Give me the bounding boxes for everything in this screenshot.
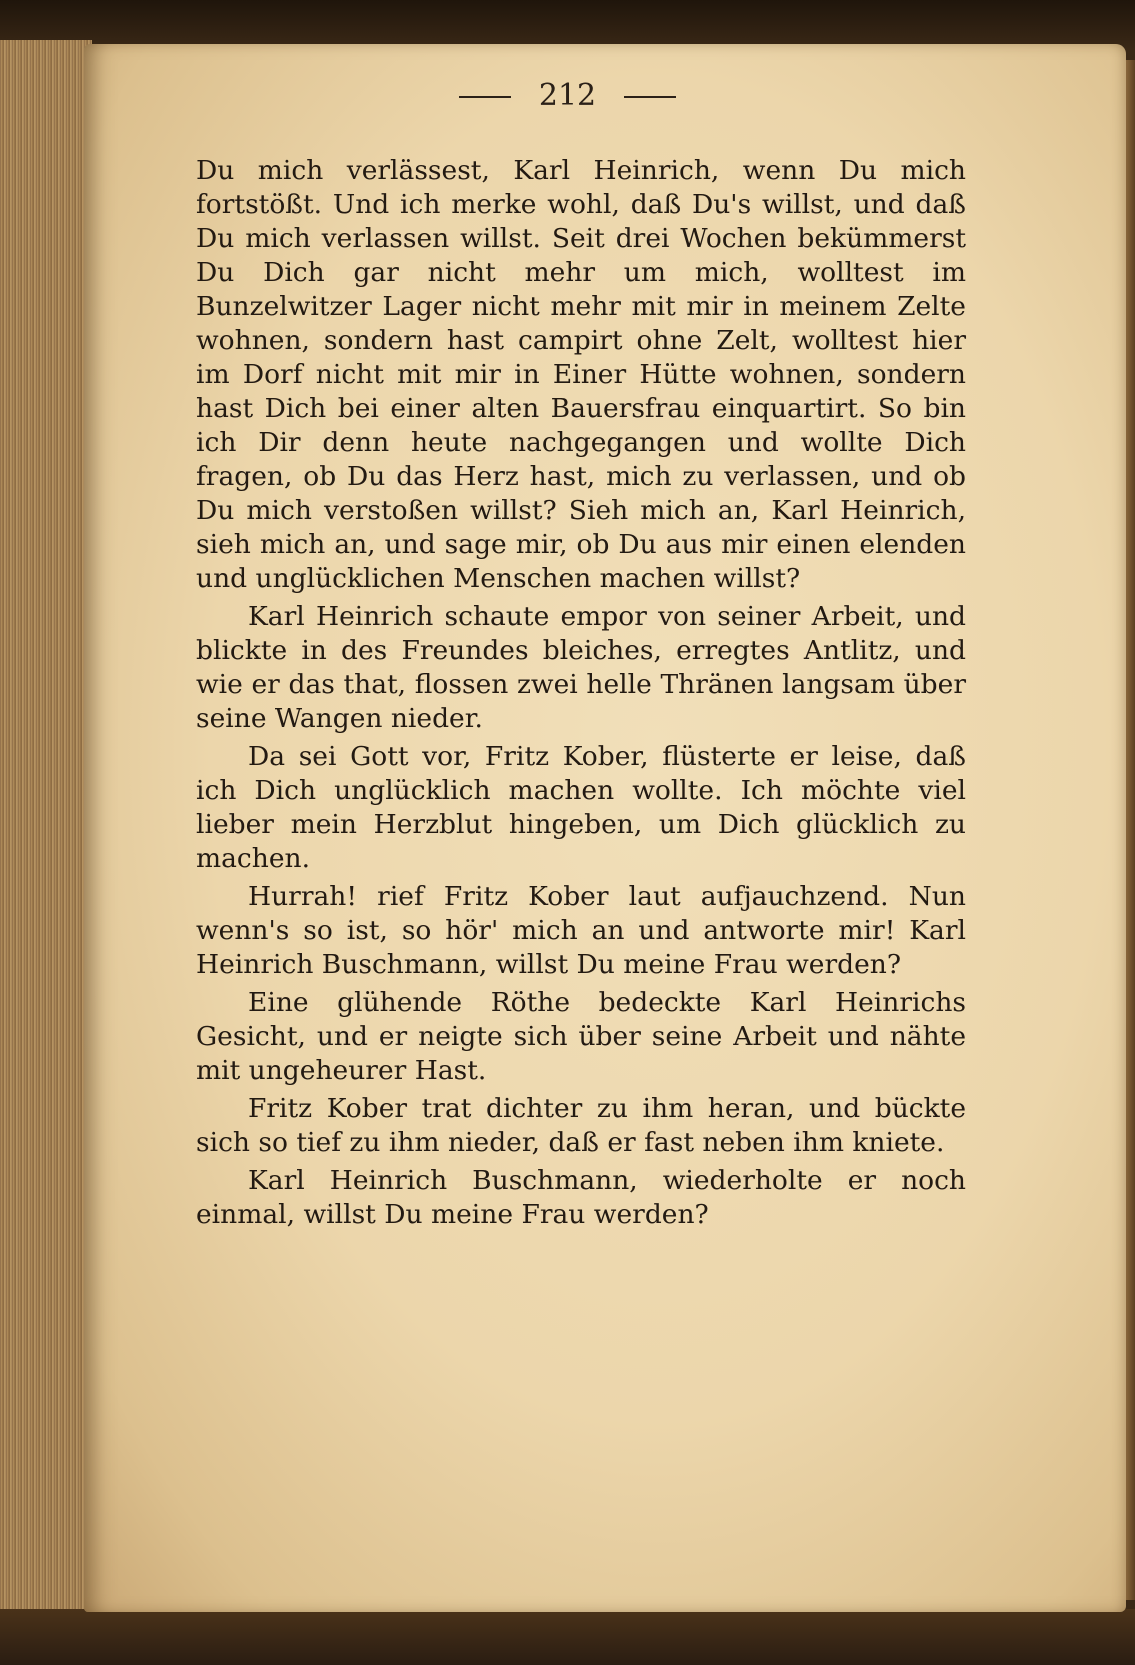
paragraph: Da sei Gott vor, Fritz Kober, flüsterte er leise, daß ich Dich unglücklich machen wollte. Ich möchte viel lieber mein Herzblut hingeben, um Dich glücklich zu machen. — [196, 741, 966, 874]
header-rule-right — [624, 96, 676, 98]
paragraph: Hurrah! rief Fritz Kober laut aufjauchzend. Nun wenn's so ist, so hör' mich an und antworte mir! Karl Heinrich Buschmann, willst Du meine Frau werden? — [196, 881, 966, 980]
body-text — [196, 154, 966, 1236]
page-stack-edge — [0, 40, 92, 1620]
paragraph: Karl Heinrich Buschmann, wiederholte er noch einmal, willst Du meine Frau werden? — [196, 1165, 966, 1230]
paragraph: Fritz Kober trat dichter zu ihm heran, und bückte sich so tief zu ihm nieder, daß er fast neben ihm kniete. — [196, 1093, 966, 1158]
paragraph: Du mich verlässest, Karl Heinrich, wenn Du mich fortstößt. Und ich merke wohl, daß Du's willst, und daß Du mich verlassen willst. Seit drei Wochen bekümmerst Du Dich gar nicht mehr um mich, wolltest im Bunzelwitzer Lager nicht mehr mit mir in meinem Zelte wohnen, sondern hast campirt ohne Zelt, wolltest hier im Dorf nicht mit mir in Einer Hütte wohnen, sondern hast Dich bei einer alten Bauersfrau einquartirt. So bin ich Dir denn heute nachgegangen und wollte Dich fragen, ob Du das Herz hast, mich zu verlassen, und ob Du mich verstoßen willst? Sieh mich an, Karl Heinrich, sieh mich an, und sage mir, ob Du aus mir einen elenden und unglücklichen Menschen machen willst? — [196, 155, 966, 594]
header-rule-left — [459, 96, 511, 98]
bottom-edge — [0, 1609, 1135, 1665]
top-shadow — [0, 0, 1135, 50]
paragraph: Eine glühende Röthe bedeckte Karl Heinrichs Gesicht, und er neigte sich über seine Arbeit und nähte mit ungeheurer Hast. — [196, 987, 966, 1086]
paragraph: Karl Heinrich schaute empor von seiner Arbeit, und blickte in des Freundes bleiches, erregtes Antlitz, und wie er das that, flossen zwei helle Thränen langsam über seine Wangen nieder. — [196, 601, 966, 734]
page-header — [0, 78, 1135, 113]
page-number: 212 — [538, 78, 597, 113]
